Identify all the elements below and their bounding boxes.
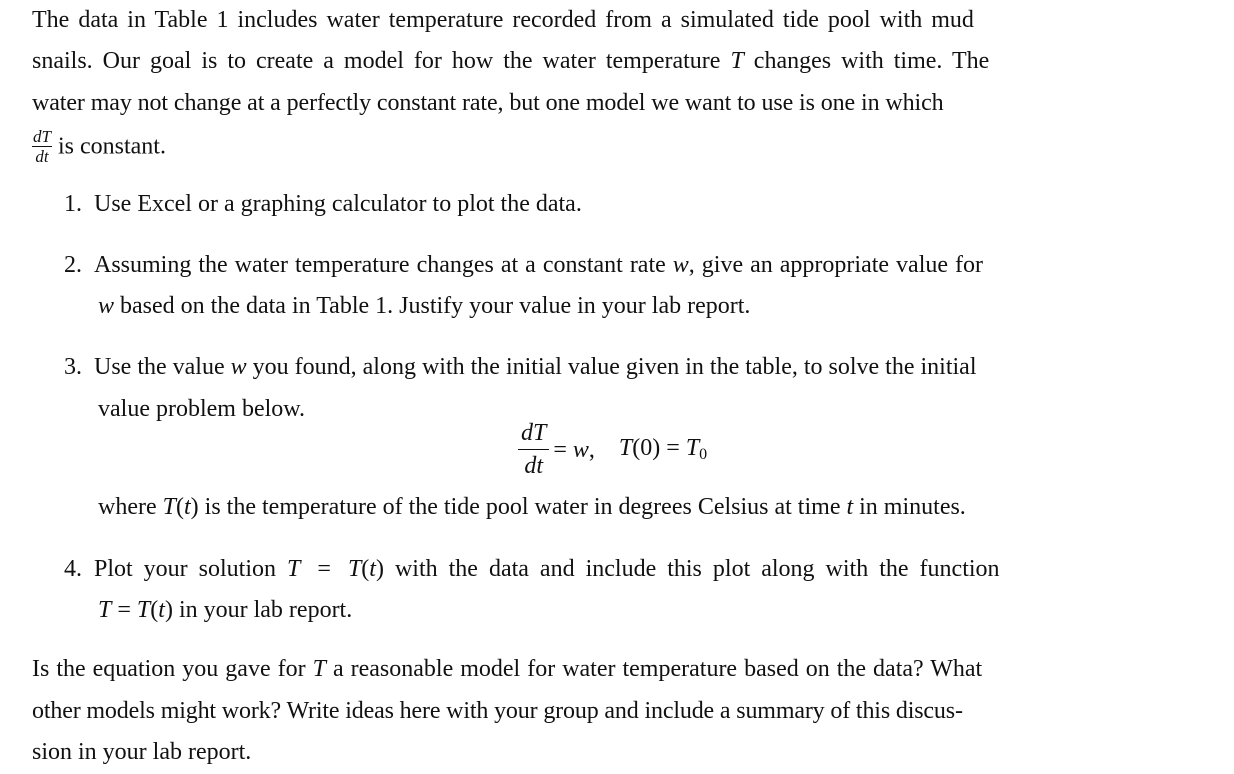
list-text-4a-part: Plot your solution [94,556,288,582]
variable-T: T [618,435,633,461]
list-number-1: 1. [64,191,82,217]
intro-line-4 [32,128,166,165]
paren-open: ( [176,494,184,520]
intro-line-2 [32,49,1180,73]
where-text-d: in minutes. [853,494,966,520]
intro-line-1 [32,8,1180,32]
paren-open: ( [150,597,159,623]
initial-condition [619,435,707,461]
list-text-2b-part: , give an appropriate value for [688,252,984,278]
intro-text-3: water may not change at a perfectly constant rate, but one model we want to use is one in which [32,90,944,116]
where-text-a: where [98,494,163,520]
paren-open: ( [361,556,370,582]
list-text-3a-part: Use the value [94,354,231,380]
variable-t: t [184,494,191,520]
variable-T0: T [685,435,700,461]
ic-paren-equals: (0) = [632,435,686,461]
variable-t: t [846,494,854,520]
variable-t: t [369,556,376,582]
variable-w: w [230,354,247,380]
variable-T: T [312,656,326,682]
closing-text-2: other models might work? Write ideas here with your group and include a summary of this discus- [32,698,963,724]
variable-T: T [98,597,112,623]
list-text-4a [94,556,1000,582]
list-text-1: Use Excel or a graphing calculator to plot the data. [94,191,582,217]
dTdt-display-fraction [518,421,549,478]
paren-close: ) [164,597,173,623]
list-text-2a [94,252,983,278]
equation-comma: , [588,436,595,463]
list-item-1 [64,192,582,216]
closing-text-3: sion in your lab report. [32,739,252,765]
intro-text-4: is constant. [51,133,166,160]
variable-T: T [287,556,301,582]
where-text-c: ) is the temperature of the tide pool water in degrees Celsius at time [190,494,847,520]
variable-T: T [162,494,176,520]
list-text-3a [94,354,977,380]
closing-text-1a: Is the equation you gave for [32,656,313,682]
equation-numerator: dT [518,421,549,450]
closing-line-1 [32,657,1180,681]
variable-w: w [98,293,115,319]
variable-T: T [136,597,151,623]
dTdt-inline-fraction [32,128,52,165]
ivp-equation [518,421,707,478]
list-text-2a-part: Assuming the water temperature changes at a constant rate [94,252,673,278]
list-number-2: 2. [64,252,82,278]
fraction-denominator: dt [35,147,49,166]
equation-rhs [553,437,595,463]
subscript-zero: 0 [699,446,708,463]
equals-sign: = [111,597,137,623]
list-item-3-line-2 [98,397,305,421]
list-text-3b-part: you found, along with the initial value given in the table, to solve the initial [246,354,977,380]
closing-line-2 [32,699,1180,723]
list-text-3c: value problem below. [98,396,306,422]
list-item-4-line-2 [98,598,352,622]
list-text-4c: in your lab report. [172,597,353,623]
equation-equals: = [553,436,573,463]
fraction-numerator: dT [33,127,51,146]
closing-line-3 [32,740,251,764]
variable-w: w [672,252,689,278]
variable-w: w [572,436,589,463]
list-item-2-line-1 [64,253,983,277]
list-item-3-where [98,495,966,519]
list-text-2c: based on the data in Table 1. Justify your value in your lab report. [114,293,751,319]
intro-line-3 [32,91,1180,115]
intro-text-1: The data in Table 1 includes water temperature recorded from a simulated tide pool with mud [32,7,974,33]
intro-text-2a: snails. Our goal is to create a model for how the water temperature [32,48,731,74]
equals-sign: = [306,556,342,582]
paren-close: ) [375,556,384,582]
equation-denominator: dt [524,453,544,479]
list-item-4-line-1 [64,557,1000,581]
variable-t: t [158,597,165,623]
list-item-3-line-1 [64,355,977,379]
variable-T: T [347,556,362,582]
list-item-2-line-2 [98,294,750,318]
closing-text-1b: a reasonable model for water temperature based on the data? What [325,656,983,682]
list-number-4: 4. [64,556,82,582]
list-number-3: 3. [64,354,82,380]
variable-T: T [730,48,744,74]
list-text-4b-part: with the data and include this plot along with the function [383,556,1000,582]
intro-text-2b: changes with time. The [743,48,990,74]
